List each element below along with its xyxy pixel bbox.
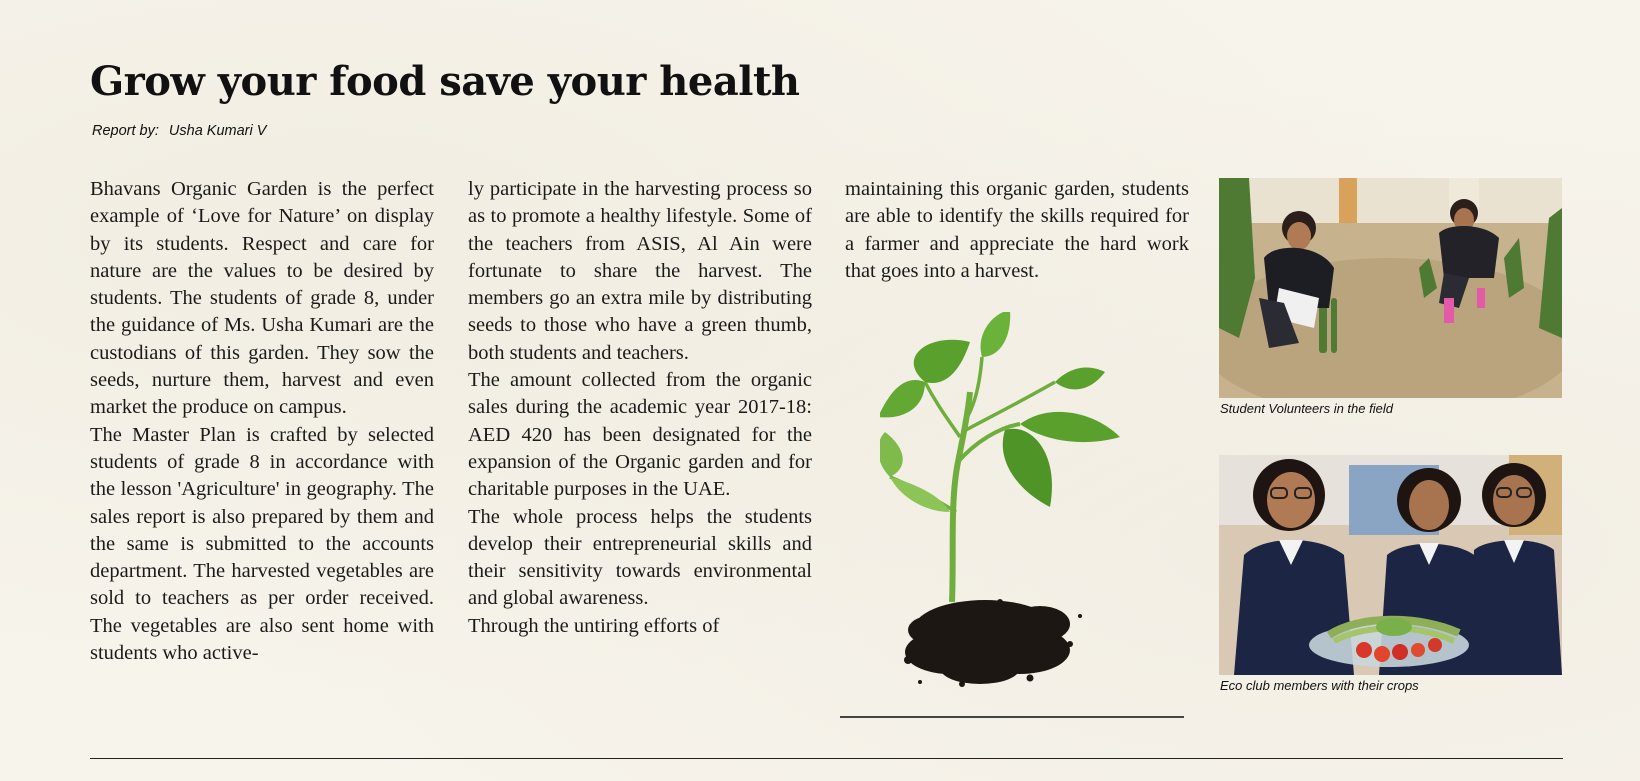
photo-caption: Eco club members with their crops [1220,678,1419,693]
paragraph: Bhavans Organic Garden is the perfect example of ‘Love for Nature’ on display by its students. Respect and care for nature are the values to be desired by students. The students of grade 8, under the guidance of Ms. Usha Kumari are the custodians of this garden. They sow the seeds, nurture them, harvest and even market the produce on campus. [90,178,434,419]
byline-label: Report by: [92,123,159,139]
paragraph: Through the untiring efforts of [468,614,720,637]
article-column-2 [468,176,812,640]
byline [92,123,266,139]
eco-club-photo [1219,455,1562,675]
paragraph: The Master Plan is crafted by selected students of grade 8 in accordance with the lesson 'Agriculture' in geography. The sales report is also prepared by them and the same is submitted to the accounts department. The harvested vegetables are sold to teachers as per order received. The vegetables are also sent home with students who active- [90,423,434,665]
article-column-3 [845,176,1189,285]
page-bottom-rule [90,758,1563,759]
paragraph: The amount collected from the organic sales during the academic year 2017-18: AED 420 has been designated for the expansion of the Organic garden and for charitable purposes in the UAE. [468,369,812,501]
byline-author: Usha Kumari V [168,123,267,139]
article-title: Grow your food save your health [90,58,800,105]
paragraph: ly participate in the harvesting process so as to promote a healthy lifestyle. Some of the teachers from ASIS, Al Ain were fortunate to share the harvest. The members go an extra mile by distributing seeds to those who have a green thumb, both students and teachers. [468,178,812,364]
paragraph: The whole process helps the students develop their entrepreneurial skills and their sensitivity towards environmental and global awareness. [468,505,812,610]
soil-clump [904,599,1082,687]
student-volunteers-photo [1219,178,1562,398]
article-column-1 [90,176,434,667]
photo-caption: Student Volunteers in the field [1220,401,1393,416]
paragraph: maintaining this organic garden, students are able to identify the skills required for a farmer and appreciate the hard work that goes into a harvest. [845,178,1189,282]
plant-stem [952,392,970,602]
seedling-illustration [880,312,1170,702]
column-divider [840,716,1184,718]
